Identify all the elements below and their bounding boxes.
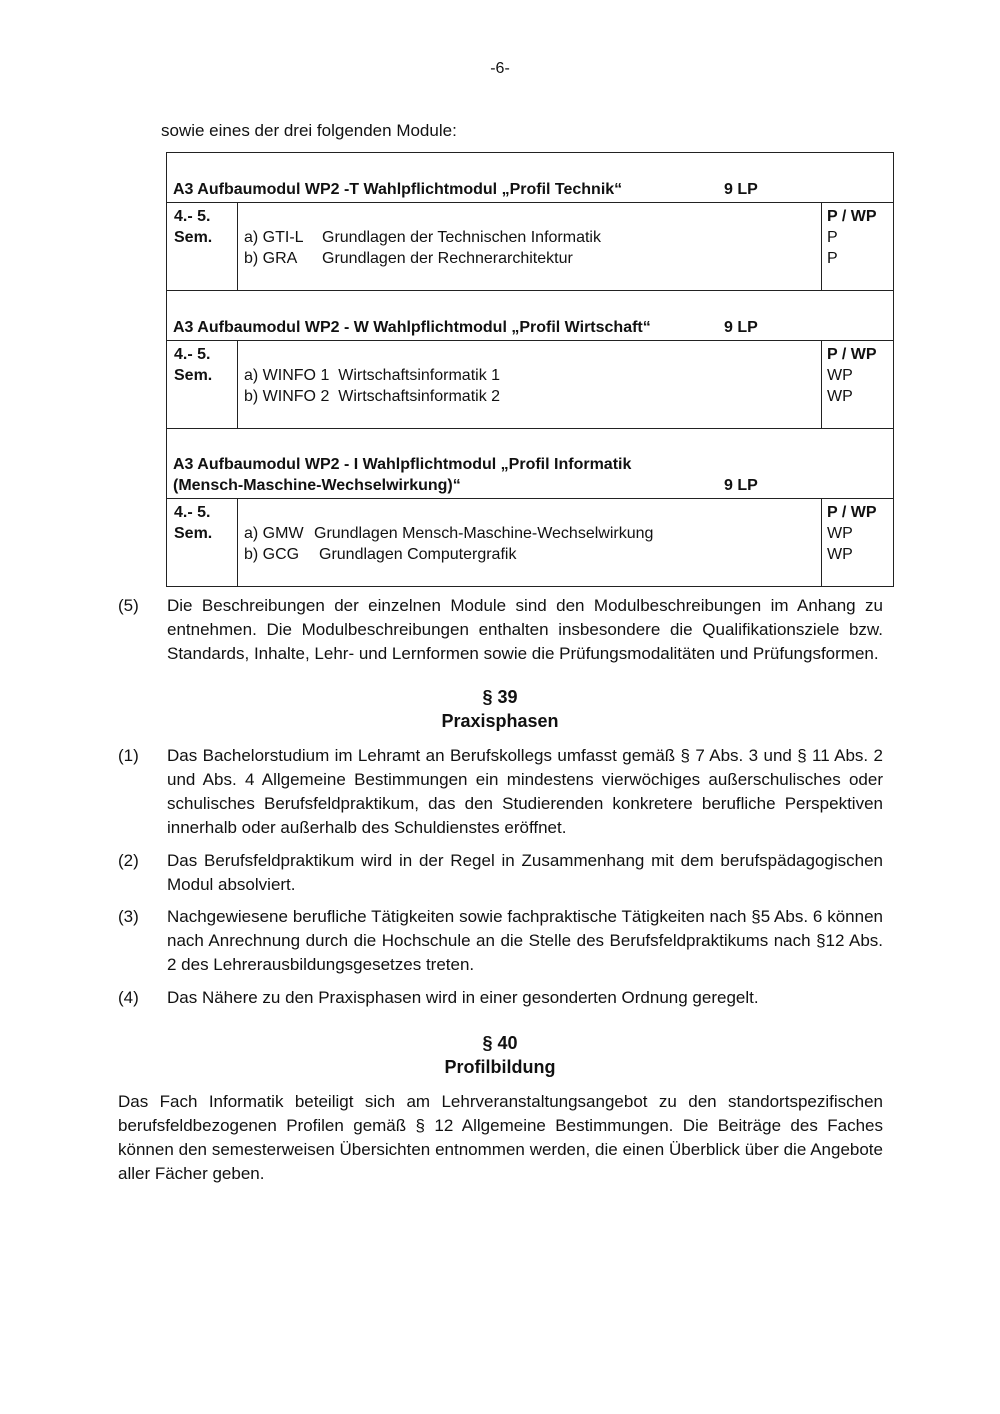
section-39-paragraph-1 [118,744,883,840]
section-39-paragraph-3 [118,905,883,977]
semester-range: 4.- 5. [174,208,211,225]
module-body-row [167,499,894,587]
page-number: -6- [490,60,510,77]
module-body-row [167,341,894,429]
course-item: b) WINFO 2 Wirtschaftsinformatik 2 [244,388,501,405]
course-item: a) WINFO 1 Wirtschaftsinformatik 1 [244,367,501,384]
paragraph-5 [118,594,883,666]
paragraph-text: Das Berufsfeldpraktikum wird in der Regel in Zusammenhang mit dem berufspädagogischen Modul absolviert. [167,851,883,894]
module-credits: 9 LP [724,477,758,494]
paragraph-number: (3) [118,907,139,926]
paragraph-number: (5) [118,596,139,615]
course-item: a) GTI-L Grundlagen der Technischen Informatik [244,229,601,246]
section-40-title: Profilbildung [444,1057,556,1077]
type-header: P / WP [827,346,877,363]
courses-cell [238,499,822,587]
paragraph-number: (2) [118,851,139,870]
paragraph-number: (4) [118,988,139,1007]
course-item: b) GRA Grundlagen der Rechnerarchitektur [244,250,573,267]
paragraph-text: Das Nähere zu den Praxisphasen wird in einer gesonderten Ordnung geregelt. [167,988,759,1007]
module-title-cell [167,291,894,341]
course-type: WP [827,388,853,405]
module-credits: 9 LP [724,181,758,198]
semester-cell [167,499,238,587]
module-title-cell [167,153,894,203]
module-title: A3 Aufbaumodul WP2 - I Wahlpflichtmodul „Profil Informatik [173,456,632,473]
course-item: a) GMW Grundlagen Mensch-Maschine-Wechselwirkung [244,525,654,542]
type-cell [822,499,894,587]
section-39-title: Praxisphasen [441,711,559,731]
module-body-row [167,203,894,291]
module-table [166,152,894,587]
section-40-number: § 40 [482,1033,518,1053]
semester-cell [167,203,238,291]
course-item: b) GCG Grundlagen Computergrafik [244,546,517,563]
module-header-row [167,153,894,203]
paragraph-text: Nachgewiesene berufliche Tätigkeiten sowie fachpraktische Tätigkeiten nach §5 Abs. 6 können nach Anrechnung durch die Hochschule an die Stelle des Berufsfeldpraktikums nach §12 Abs. 2 des Lehrerausbildungsgesetzes treten. [167,907,883,974]
module-title: A3 Aufbaumodul WP2 -T Wahlpflichtmodul „Profil Technik“ [173,181,623,198]
intro-text: sowie eines der drei folgenden Module: [161,121,457,140]
course-type: WP [827,367,853,384]
semester-range: 4.- 5. [174,504,211,521]
course-type: WP [827,546,853,563]
semester-label: Sem. [174,525,213,542]
module-header-row [167,291,894,341]
type-header: P / WP [827,504,877,521]
paragraph-number: (1) [118,746,139,765]
course-type: WP [827,525,853,542]
section-39-number: § 39 [482,687,518,707]
module-credits: 9 LP [724,319,758,336]
courses-cell [238,341,822,429]
courses-cell [238,203,822,291]
module-title: A3 Aufbaumodul WP2 - W Wahlpflichtmodul „Profil Wirtschaft“ [173,319,651,336]
type-cell [822,341,894,429]
semester-range: 4.- 5. [174,346,211,363]
paragraph-text: Das Bachelorstudium im Lehramt an Berufskollegs umfasst gemäß § 7 Abs. 3 und § 11 Abs. 2 und Abs. 4 Allgemeine Bestimmungen ein mindestens vierwöchiges außerschulisches oder schulisches Berufsfeldpraktikum, das den Studierenden konkretere berufliche Perspektiven innerhalb oder außerhalb des Schuldienstes eröffnet. [167,746,883,837]
module-header-row [167,429,894,499]
type-header: P / WP [827,208,877,225]
module-title-line2: (Mensch-Maschine-Wechselwirkung)“ [173,477,461,494]
type-cell [822,203,894,291]
semester-cell [167,341,238,429]
paragraph-text: Die Beschreibungen der einzelnen Module sind den Modulbeschreibungen im Anhang zu entnehmen. Die Modulbeschreibungen enthalten insbesondere die Qualifikationsziele bzw. Standards, Inhalte, Lehr- und Lernformen sowie die Prüfungsmodalitäten und Prüfungsformen. [167,596,883,663]
section-40-text: Das Fach Informatik beteiligt sich am Lehrveranstaltungsangebot zu den standortspezifischen berufsfeldbezogenen Profilen gemäß § 12 Allgemeine Bestimmungen. Die Beiträge des Faches können den semesterweisen Übersichten entnommen werden, die einen Überblick über die Angebote aller Fächer geben. [118,1092,883,1183]
section-39-paragraph-2 [118,849,883,897]
section-39-paragraph-4 [118,986,883,1010]
semester-label: Sem. [174,367,213,384]
semester-label: Sem. [174,229,213,246]
module-title-cell [167,429,894,499]
course-type: P [827,229,838,246]
course-type: P [827,250,838,267]
